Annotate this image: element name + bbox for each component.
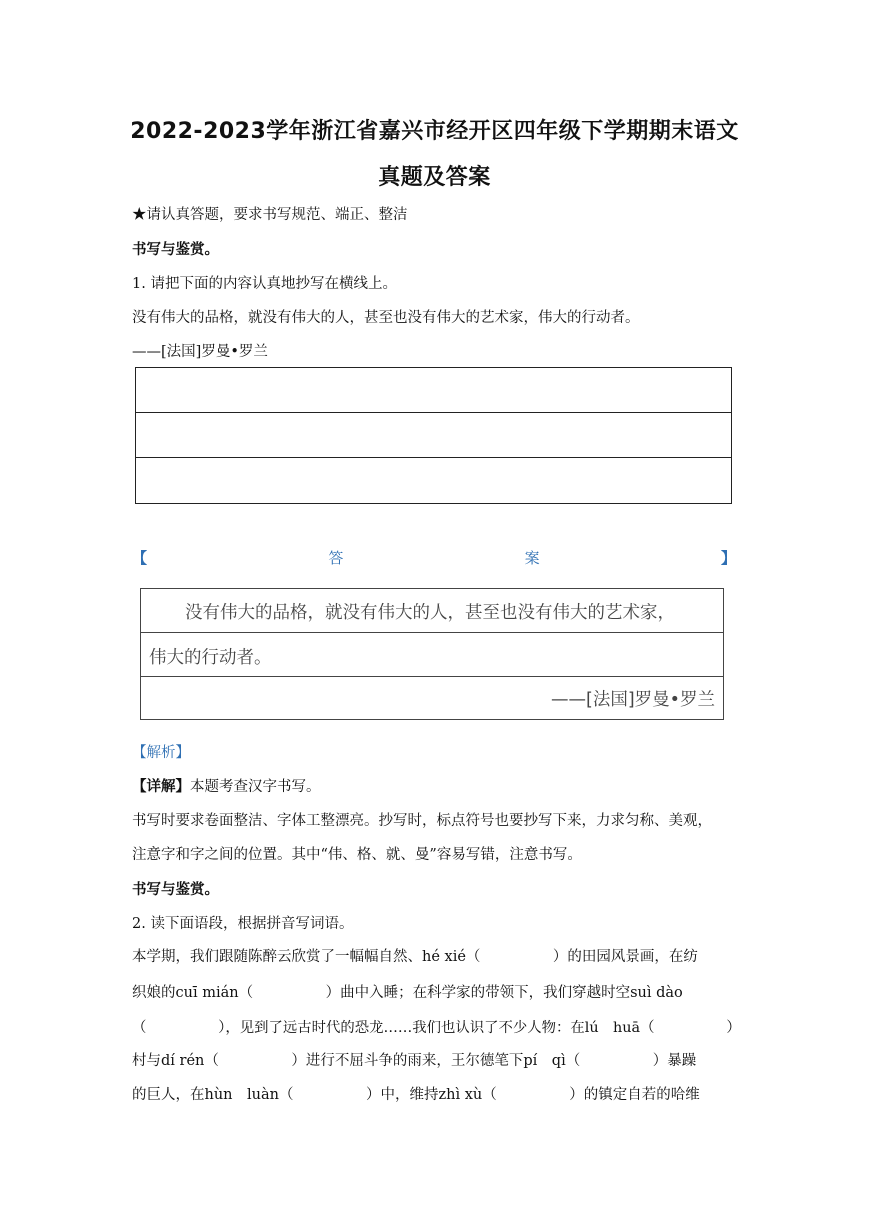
question-1-prompt: 1. 请把下面的内容认真地抄写在横线上。 [132, 276, 397, 292]
instruction-text: ★请认真答题，要求书写规范、端正、整洁 [132, 207, 408, 223]
answer-bracket-right: 】 [720, 548, 736, 567]
page-title-line2: 真题及答案 [378, 165, 491, 190]
section-heading-2: 书写与鉴赏。 [132, 882, 219, 898]
writing-box[interactable] [135, 367, 732, 504]
question-1-quote: 没有伟大的品格，就没有伟大的人，甚至也没有伟大的艺术家，伟大的行动者。 [132, 310, 640, 326]
answer-row-3 [141, 677, 723, 719]
section-heading-1: 书写与鉴赏。 [132, 242, 219, 258]
answer-line-1: 没有伟大的品格，就没有伟大的人，甚至也没有伟大的艺术家， [185, 603, 675, 623]
analysis-label: 【解析】 [132, 745, 190, 761]
question-2-line-3: （ ），见到了远古时代的恐龙……我们也认识了不少人物：在lú huā（ ） [132, 1020, 741, 1036]
question-2-line-4: 村与dí rén（ ）进行不屈斗争的雨来，王尔德笔下pí qì（ ）暴躁 [132, 1053, 697, 1069]
answer-word-2: 案 [524, 548, 540, 567]
question-2-prompt: 2. 读下面语段，根据拼音写词语。 [132, 916, 354, 932]
writing-line-3[interactable] [136, 458, 731, 503]
question-2-line-2: 织娘的cuī mián（ ）曲中入睡；在科学家的带领下，我们穿越时空suì dào [132, 985, 683, 1001]
detail-row [132, 775, 321, 796]
detail-paragraph-line-2: 注意字和字之间的位置。其中“伟、格、就、曼”容易写错，注意书写。 [132, 847, 582, 863]
writing-line-1[interactable] [136, 368, 731, 413]
page-title: 2022-2023学年浙江省嘉兴市经开区四年级下学期期末语文 [130, 119, 739, 144]
answer-line-2: 伟大的行动者。 [149, 648, 272, 668]
writing-line-2[interactable] [136, 413, 731, 458]
answer-row-2 [141, 633, 723, 677]
answer-row-1 [141, 589, 723, 633]
answer-line-3: ——[法国]罗曼•罗兰 [551, 690, 715, 710]
answer-image-box [140, 588, 724, 720]
question-2-line-5: 的巨人，在hùn luàn（ ）中，维持zhì xù（ ）的镇定自若的哈维 [132, 1087, 700, 1103]
question-2-line-1: 本学期，我们跟随陈醉云欣赏了一幅幅自然、hé xié（ ）的田园风景画，在纺 [132, 949, 698, 965]
question-1-author: ——[法国]罗曼•罗兰 [132, 344, 268, 360]
detail-label: 【详解】 [132, 779, 190, 795]
detail-text: 本题考查汉字书写。 [190, 779, 321, 795]
answer-bracket-left: 【 [132, 548, 148, 567]
answer-banner [132, 546, 736, 568]
detail-paragraph-line-1: 书写时要求卷面整洁、字体工整漂亮。抄写时，标点符号也要抄写下来，力求匀称、美观， [132, 813, 712, 829]
answer-word-1: 答 [328, 548, 344, 567]
